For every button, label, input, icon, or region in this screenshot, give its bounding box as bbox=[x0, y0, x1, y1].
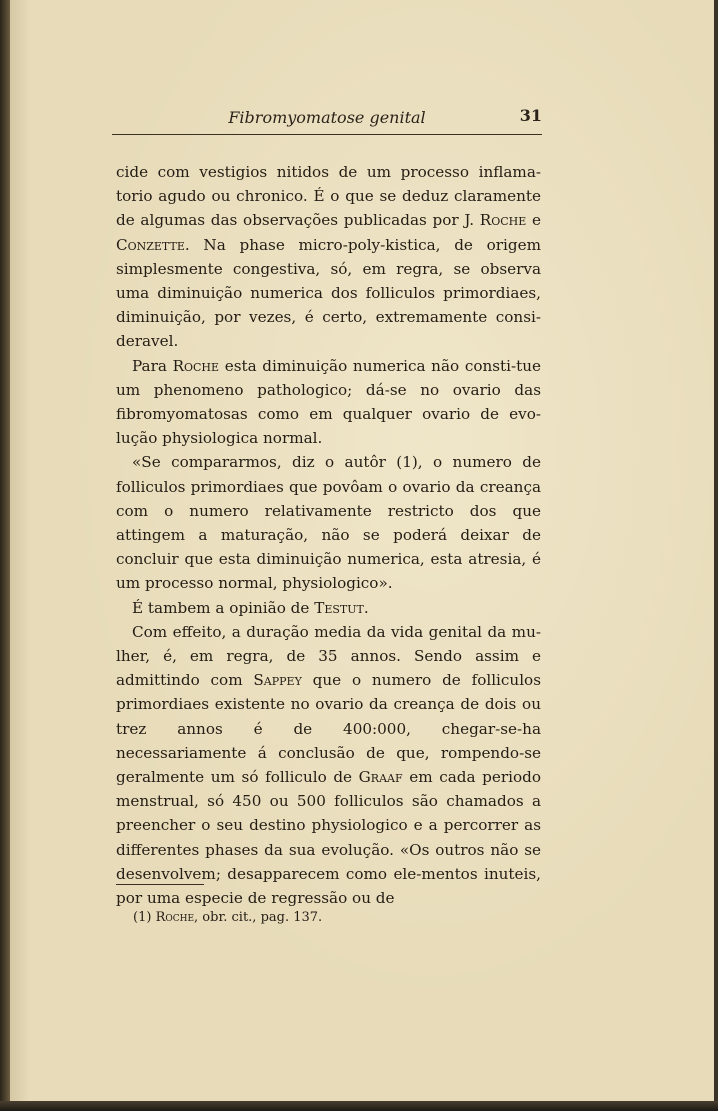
paragraph bbox=[116, 620, 541, 910]
text-run: Com effeito, a duração media da vida genital da mu-lher, é, em regra, de 35 annos. Sendo assim e admittindo com bbox=[116, 622, 541, 690]
text-run: Para bbox=[132, 356, 173, 375]
author-name: Roche bbox=[479, 211, 527, 230]
header-rule bbox=[112, 134, 542, 135]
paragraph bbox=[116, 596, 541, 620]
footnote-marker: (1) bbox=[133, 910, 152, 925]
paragraph bbox=[116, 160, 541, 354]
running-head bbox=[112, 108, 542, 132]
text-run: e bbox=[526, 211, 541, 230]
paragraph bbox=[116, 450, 541, 595]
text-run: que o numero de folliculos primordiaes existente no ovario da creança de dois ou trez annos é de 400:000, chegar-se-ha necessariamente á conclusão de que, rompendo-se geralmente um só folliculo de bbox=[116, 671, 541, 787]
author-name: Sappey bbox=[253, 671, 302, 690]
text-run: . Na phase micro-poly-kistica, de origem simplesmente congestiva, só, em regra, se observa uma diminuição numerica dos folliculos primordiaes, diminuição, por vezes, é certo, extremamente consi-deravel. bbox=[116, 235, 541, 351]
footnote-text: , obr. cit., pag. 137. bbox=[194, 910, 323, 925]
author-name: Testut bbox=[314, 598, 364, 617]
author-name: Conzette bbox=[116, 235, 185, 254]
footnote-rule bbox=[116, 884, 204, 885]
text-run: É tambem a opinião de bbox=[132, 598, 315, 617]
running-head-title: Fibromyomatose genital bbox=[228, 108, 426, 127]
page-left-edge bbox=[0, 0, 10, 1111]
body-text bbox=[116, 160, 541, 910]
author-name: Graaf bbox=[358, 768, 403, 787]
text-run: esta diminuição numerica não consti-tue um phenomeno pathologico; dá-se no ovario das fibromyomatosas como em qualquer ovario de evo-lução physiologica normal. bbox=[116, 356, 542, 448]
footnote-author: Roche bbox=[155, 910, 195, 925]
page-number: 31 bbox=[519, 106, 542, 125]
paragraph bbox=[116, 354, 541, 451]
page-right-edge bbox=[714, 0, 718, 1111]
author-name: Roche bbox=[172, 356, 220, 375]
page-bottom-edge bbox=[0, 1101, 718, 1111]
text-run: em cada periodo menstrual, só 450 ou 500 folliculos são chamados a preencher o seu destino physiologico e a percorrer as differentes phases da sua evolução. «Os outros não se desenvolvem; desapparecem como ele-mentos inuteis, por uma especie de regressão ou de bbox=[116, 768, 541, 908]
footnote bbox=[133, 910, 533, 925]
text-run: cide com vestigios nitidos de um processo inflama-torio agudo ou chronico. É o que se deduz claramente de algumas das observações publicadas por J. bbox=[116, 163, 541, 230]
text-run: . bbox=[363, 598, 369, 617]
text-run: «Se compararmos, diz o autôr (1), o numero de folliculos primordiaes que povôam o ovario da creança com o numero relativamente restricto dos que attingem a maturação, não se poderá deixar de concluir que esta diminuição numerica, esta atresia, é um processo normal, physiologico». bbox=[116, 453, 541, 593]
